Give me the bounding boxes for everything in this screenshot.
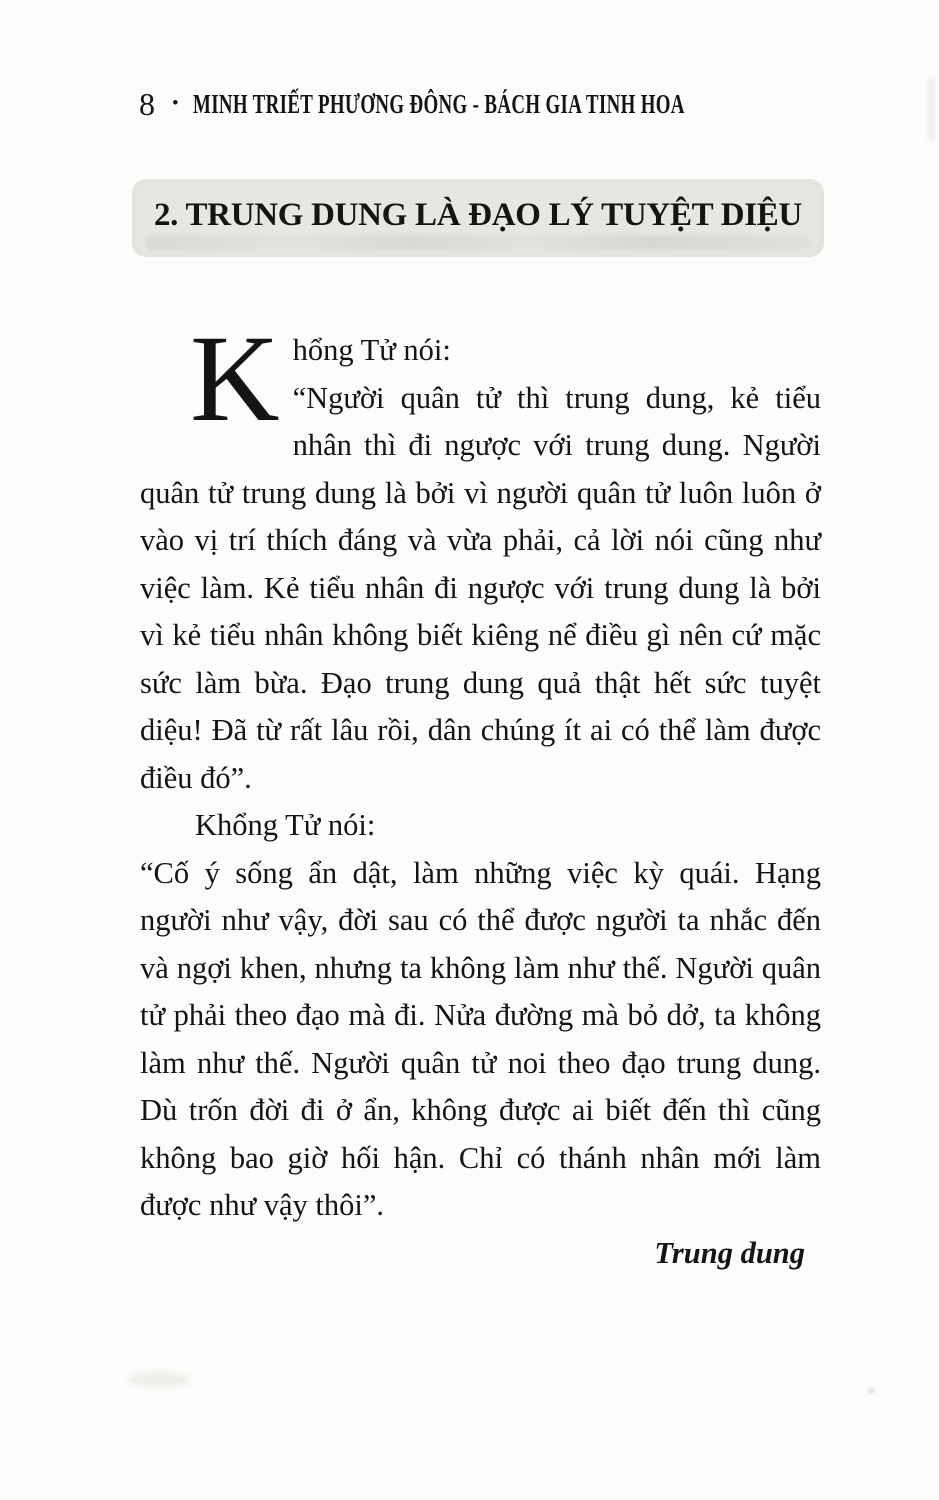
running-title: MINH TRIẾT PHƯƠNG ĐÔNG - BÁCH GIA TINH HOA: [192, 89, 685, 119]
source-attribution: Trung dung: [654, 1235, 805, 1270]
scan-smudge: [128, 1372, 190, 1387]
paragraph-quote-2: “Cố ý sống ẩn dật, làm những việc kỳ quái. Hạng người như vậy, đời sau có thể được người ta nhắc đến và ngợi khen, nhưng ta không làm như thế. Người quân tử phải theo đạo mà đi. Nửa đường mà bỏ dở, ta không làm như thế. Người quân tử noi theo đạo trung dung. Dù trốn đời đi ở ẩn, không được ai biết đến thì cũng không bao giờ hối hận. Chỉ có thánh nhân mới làm được như vậy thôi”.: [140, 855, 821, 1222]
bullet-separator-icon: •: [172, 93, 179, 114]
print-bleed-ghost: [146, 235, 810, 250]
opening-paragraph: [140, 310, 821, 802]
section-title: 2. TRUNG DUNG LÀ ĐẠO LÝ TUYỆT DIỆU: [153, 196, 803, 233]
section-title-box: [132, 179, 824, 257]
opening-line: hổng Tử nói:: [292, 333, 451, 367]
drop-cap: K: [190, 310, 280, 447]
scan-edge-artifact: [928, 78, 935, 140]
speaker-line: Khổng Tử nói:: [195, 808, 376, 842]
paragraph-quote-1: “Người quân tử thì trung dung, kẻ tiểu nhân thì đi ngược với trung dung. Người quân tử trung dung là bởi vì người quân tử luôn luôn ở vào vị trí thích đáng và vừa phải, cả lời nói cũng như việc làm. Kẻ tiểu nhân đi ngược với trung dung là bởi vì kẻ tiểu nhân không biết kiêng nể điều gì nên cứ mặc sức làm bừa. Đạo trung dung quả thật hết sức tuyệt diệu! Đã từ rất lâu rồi, dân chúng ít ai có thể làm được điều đó”.: [140, 380, 821, 795]
page-number: 8: [139, 86, 155, 122]
scan-speck: [867, 1388, 875, 1394]
running-header: [139, 88, 895, 120]
body-text: [140, 310, 821, 1277]
